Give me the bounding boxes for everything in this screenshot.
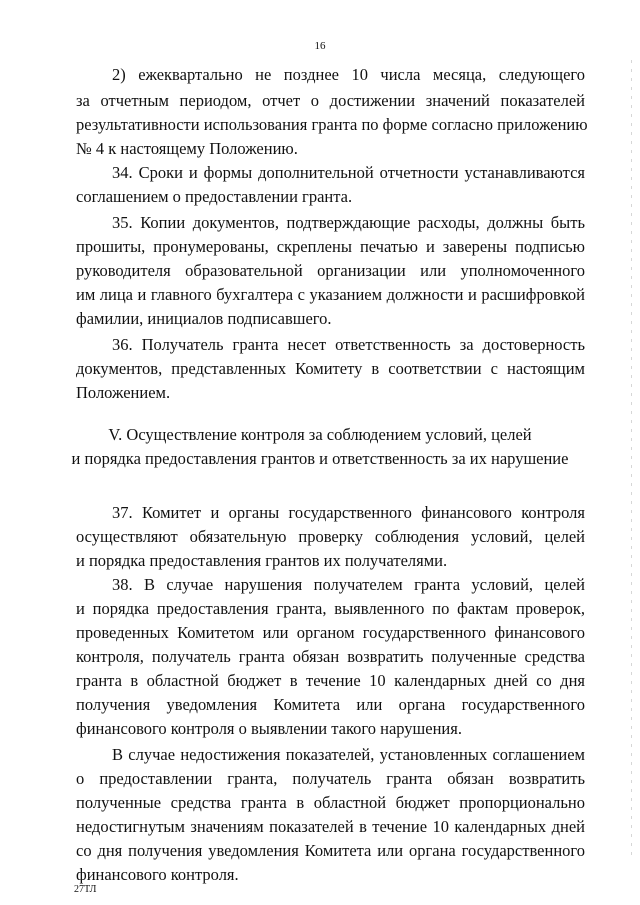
text-line: полученные средства гранта в областной бюджет пропорционально [76, 793, 585, 812]
heading-line: V. Осуществление контроля за соблюдением условий, целей [108, 425, 532, 444]
text-line: 2) ежеквартально не позднее 10 числа месяца, следующего [112, 65, 585, 84]
text-line: получения уведомления Комитета или органа государственного [76, 695, 585, 714]
text-line: за отчетным периодом, отчет о достижении значений показателей [76, 91, 585, 110]
text-line: 35. Копии документов, подтверждающие расходы, должны быть [112, 213, 585, 232]
text-line: недостигнутым значениям показателей в течение 10 календарных дней [76, 817, 585, 836]
text-line: и порядка предоставления гранта, выявленного по фактам проверок, [76, 599, 585, 618]
text-line: 38. В случае нарушения получателем гранта условий, целей [112, 575, 585, 594]
text-line: документов, представленных Комитету в соответствии с настоящим [76, 359, 585, 378]
footer-code: 27ТЛ [74, 884, 97, 895]
text-line: о предоставлении гранта, получатель гранта обязан возвратить [76, 769, 585, 788]
text-line: 34. Сроки и формы дополнительной отчетности устанавливаются [112, 163, 585, 182]
text-line: финансового контроля о выявлении такого нарушения. [76, 719, 462, 738]
text-line: руководителя образовательной организации или уполномоченного [76, 261, 585, 280]
text-line: В случае недостижения показателей, установленных соглашением [112, 745, 585, 764]
text-line: фамилии, инициалов подписавшего. [76, 309, 332, 328]
text-line: проведенных Комитетом или органом государственного финансового [76, 623, 585, 642]
text-line: гранта в областной бюджет в течение 10 календарных дней со дня [76, 671, 585, 690]
text-line: 37. Комитет и органы государственного финансового контроля [112, 503, 585, 522]
text-line: осуществляют обязательную проверку соблюдения условий, целей [76, 527, 585, 546]
text-line: прошиты, пронумерованы, скреплены печатью и заверены подписью [76, 237, 585, 256]
page-number: 16 [314, 40, 326, 52]
heading-line: и порядка предоставления грантов и ответственность за их нарушение [71, 449, 569, 468]
text-line: соглашением о предоставлении гранта. [76, 187, 353, 206]
text-line: со дня получения уведомления Комитета или органа государственного [76, 841, 585, 860]
text-line: и порядка предоставления грантов их получателями. [76, 551, 448, 570]
text-line: Положением. [76, 383, 171, 402]
text-line: им лица и главного бухгалтера с указанием должности и расшифровкой [76, 285, 585, 304]
text-line: 36. Получатель гранта несет ответственность за достоверность [112, 335, 585, 354]
text-line: контроля, получатель гранта обязан возвратить полученные средства [76, 647, 585, 666]
text-line: результативности использования гранта по форме согласно приложению [76, 115, 588, 134]
text-line: № 4 к настоящему Положению. [76, 139, 298, 158]
text-line: финансового контроля. [76, 865, 239, 884]
scan-edge-artifact [631, 60, 632, 860]
